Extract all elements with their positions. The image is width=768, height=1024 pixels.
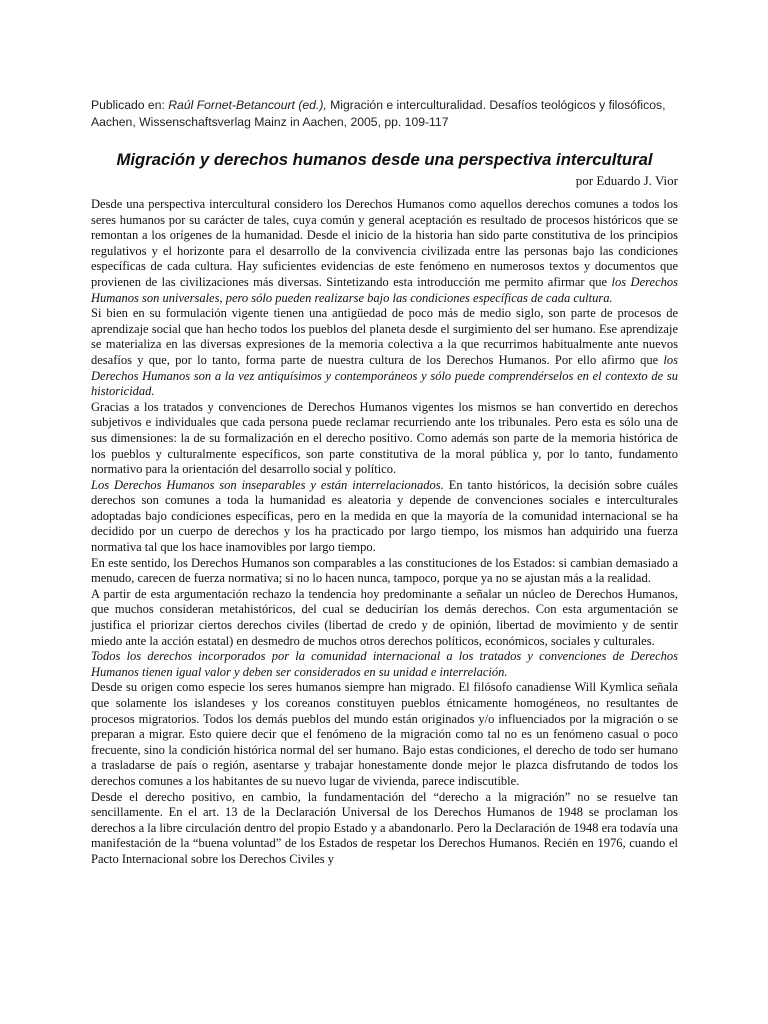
paragraph-4-text: En tanto históricos, la decisión sobre cuáles derechos son comunes a toda la humanidad es aleatoria y depende de convenciones sociales e interculturales adoptadas bajo condiciones específicas, pero en la medida en que la mayoría de la comunidad internacional se ha decidido por un cuerpo de derechos y los ha practicado por largo tiempo, los mismos han adquirido una fuerza normativa tal que los hace inamovibles por largo tiempo. [91, 477, 678, 555]
article-author: por Eduardo J. Vior [575, 173, 678, 188]
paragraph-1 [91, 197, 678, 306]
paragraph-5: En este sentido, los Derechos Humanos son comparables a las constituciones de los Estados: si cambian demasiado a menudo, carecen de fuerza normativa; si no lo hacen nunca, tampoco, porque ya no se ajustan más a la realidad. [91, 555, 678, 586]
publication-prefix: Publicado en: [91, 98, 169, 112]
paragraph-6: A partir de esta argumentación rechazo la tendencia hoy predominante a señalar un núcleo de Derechos Humanos, que muchos consideran metahistóricos, del cual se deducirían los demás derechos. Con esta argumentación se justifica el priorizar ciertos derechos civiles (libertad de credo y de opinión, libertad de movimiento y de sentir miedo ante la acción estatal) en desmedro de muchos otros derechos políticos, económicos, sociales y culturales. [91, 586, 678, 648]
paragraph-4-emphasis: Los Derechos Humanos son inseparables y están interrelacionados. [91, 477, 444, 492]
publication-details: Migración e interculturalidad. Desafíos teológicos y filosóficos, Aachen, Wissenschaftsverlag Mainz in Aachen, 2005, pp. 109-117 [91, 98, 666, 129]
paragraph-2 [91, 306, 678, 400]
publication-editor: Raúl Fornet-Betancourt (ed.), [168, 98, 327, 112]
paragraph-2-text: Si bien en su formulación vigente tienen una antigüedad de poco más de medio siglo, son parte de procesos de aprendizaje social que han hecho todos los pueblos del planeta desde el surgimiento del ser humano. Ese aprendizaje se materializa en las diversas expresiones de la memoria colectiva a la que recurrimos habitualmente ante nuevos desafíos y que, por lo tanto, forma parte de nuestra cultura de los Derechos Humanos. Por ello afirmo que [91, 306, 678, 367]
document-page [91, 97, 678, 868]
article-title: Migración y derechos humanos desde una perspectiva intercultural [116, 150, 653, 169]
paragraph-2-emphasis: los Derechos Humanos son a la vez antiquísimos y contemporáneos y sólo puede comprendérselos en el contexto de su historicidad. [91, 352, 678, 399]
paragraph-8: Desde su origen como especie los seres humanos siempre han migrado. El filósofo canadiense Will Kymlica señala que solamente los islandeses y los coreanos constituyen pueblos étnicamente homogéneos, no resultantes de procesos migratorios. Todos los demás pueblos del mundo están originados y/o influenciados por la migración o se preparan a migrar. Esto quiere decir que el fenómeno de la migración como tal no es un fenómeno casual o poco frecuente, sino la condición histórica normal del ser humano. Bajo estas condiciones, el derecho de todo ser humano a trasladarse de país o región, asentarse y trabajar honestamente donde mejor le plazca disfrutando de todos los derechos comunes a los habitantes de su nuevo lugar de vivienda, parece indiscutible. [91, 680, 678, 788]
paragraph-9: Desde el derecho positivo, en cambio, la fundamentación del “derecho a la migración” no se resuelve tan sencillamente. En el art. 13 de la Declaración Universal de los Derechos Humanos de 1948 se proclaman los derechos a la libre circulación dentro del propio Estado y a abandonarlo. Pero la Declaración de 1948 era todavía una manifestación de la “buena voluntad” de los Estados de respetar los Derechos Humanos. Recién en 1976, cuando el Pacto Internacional sobre los Derechos Civiles y [91, 789, 678, 866]
paragraph-7-emphasis: Todos los derechos incorporados por la comunidad internacional a los tratados y convenciones de Derechos Humanos tienen igual valor y deben ser considerados en su unidad e interrelación. [91, 649, 678, 679]
publication-info [91, 97, 678, 131]
paragraph-3: Gracias a los tratados y convenciones de Derechos Humanos vigentes los mismos se han convertido en derechos subjetivos e individuales que cada persona puede reclamar recurriendo ante los tribunales. Pero esta es sólo una de sus dimensiones: la de su formalización en el derecho positivo. Como además son parte de la memoria histórica de los pueblos y culturalmente específicos, son parte constitutiva de la moral pública y, por lo tanto, fundamento normativo para la orientación del desarrollo social y político. [91, 399, 678, 477]
paragraph-1-emphasis: los Derechos Humanos son universales, pero sólo pueden realizarse bajo las condiciones específicas de cada cultura. [91, 274, 678, 305]
paragraph-4 [91, 478, 678, 556]
paragraph-7 [91, 649, 678, 680]
article-body [91, 197, 678, 868]
paragraph-1-text: Desde una perspectiva intercultural considero los Derechos Humanos como aquellos derechos comunes a todos los seres humanos por su carácter de tales, cuya común y general aceptación es resultado de procesos históricos que se remontan a los orígenes de la humanidad. Desde el inicio de la historia han sido parte constitutiva de los principios regulativos y el horizonte para el desarrollo de la convivencia civilizada entre las personas bajo las condiciones específicas de cada cultura. Hay suficientes evidencias de este fenómeno en numerosos textos y documentos que provienen de las civilizaciones más diversas. Sintetizando esta introducción me permito afirmar que [91, 197, 678, 289]
